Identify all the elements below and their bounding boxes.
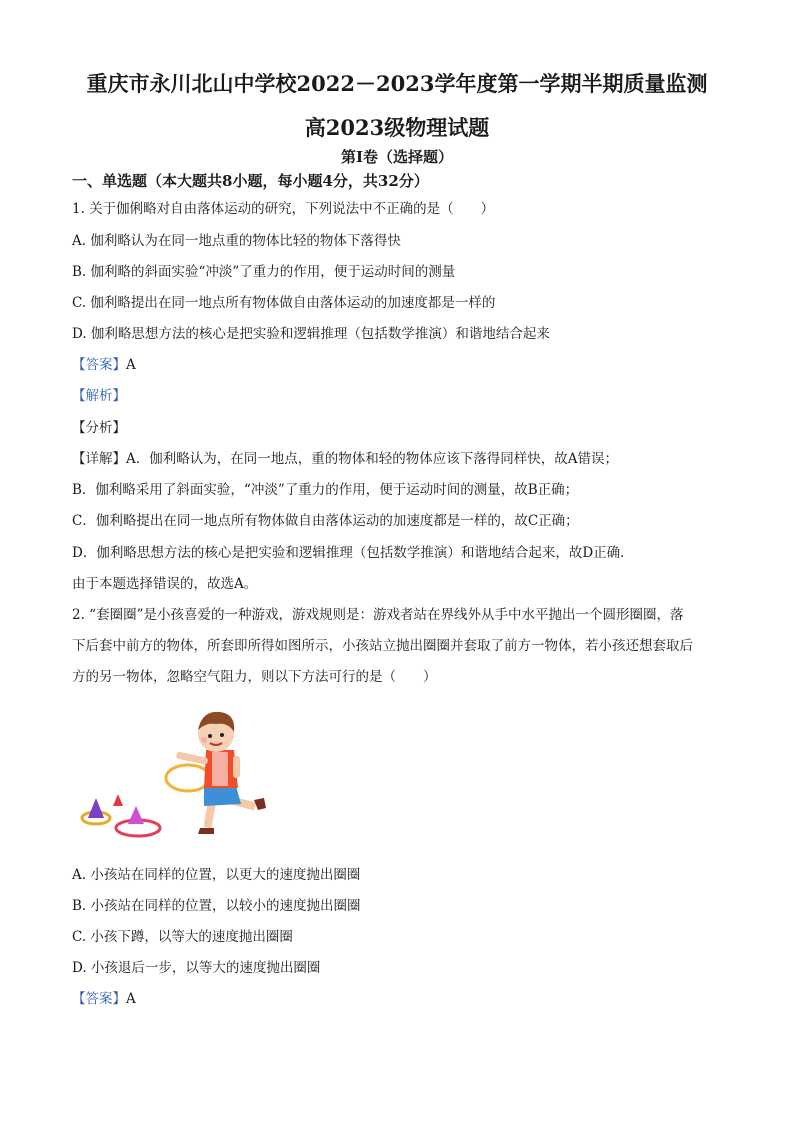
q1-answer-line bbox=[72, 356, 136, 374]
q2-stem-line-3: 方的另一物体，忽略空气阻力，则以下方法可行的是（ ） bbox=[72, 669, 437, 685]
q2-option-d: D. 小孩退后一步，以等大的速度抛出圈圈 bbox=[72, 960, 321, 976]
q1-option-a: A. 伽利略认为在同一地点重的物体比轻的物体下落得快 bbox=[72, 233, 401, 249]
q1-detail-b: B．伽利略采用了斜面实验，“冲淡”了重力的作用，便于运动时间的测量，故B正确； bbox=[72, 482, 579, 498]
q1-fenxi-tag: 【分析】 bbox=[72, 420, 126, 436]
ring-toss-svg bbox=[76, 700, 276, 840]
flying-ring bbox=[166, 765, 210, 791]
ring-toss-illustration bbox=[76, 700, 276, 840]
q2-answer-line bbox=[72, 990, 136, 1008]
q2-option-b: B. 小孩站在同样的位置，以较小的速度抛出圈圈 bbox=[72, 898, 361, 914]
q1-analysis-tag bbox=[72, 387, 126, 405]
q2-stem-line-2: 下后套中前方的物体，所套即所得如图所示，小孩站立抛出圈圈并套取了前方一物体，若小孩还想套取后 bbox=[72, 638, 693, 654]
q1-detail-a: A．伽利略认为，在同一地点，重的物体和轻的物体应该下落得同样快，故A错误； bbox=[126, 451, 618, 467]
q1-option-d: D. 伽利略思想方法的核心是把实验和逻辑推理（包括数学推演）和谐地结合起来 bbox=[72, 326, 550, 342]
exam-subtitle: 高2023级物理试题 bbox=[304, 115, 490, 140]
q1-detail-line-1 bbox=[72, 450, 618, 468]
q1-option-c: C. 伽利略提出在同一地点所有物体做自由落体运动的加速度都是一样的 bbox=[72, 295, 496, 311]
detail-tag: 【详解】 bbox=[72, 451, 126, 467]
boy-figure bbox=[176, 712, 266, 834]
answer-tag: 【答案】 bbox=[72, 991, 126, 1007]
section-heading: 一、单选题（本大题共8小题，每小题4分，共32分） bbox=[72, 172, 429, 190]
volume-heading: 第Ⅰ卷（选择题） bbox=[340, 148, 454, 166]
q1-option-b: B. 伽利略的斜面实验“冲淡”了重力的作用，便于运动时间的测量 bbox=[72, 264, 456, 280]
cone-red bbox=[113, 794, 123, 806]
q1-detail-c: C．伽利略提出在同一地点所有物体做自由落体运动的加速度都是一样的，故C正确； bbox=[72, 513, 579, 529]
q2-option-a: A. 小孩站在同样的位置，以更大的速度抛出圈圈 bbox=[72, 867, 361, 883]
q1-detail-d: D．伽利略思想方法的核心是把实验和逻辑推理（包括数学推演）和谐地结合起来，故D正确． bbox=[72, 545, 634, 561]
q2-stem-line-1: 2. “套圈圈”是小孩喜爱的一种游戏，游戏规则是：游戏者站在界线外从手中水平抛出一个圆形圈圈，落 bbox=[72, 607, 684, 623]
q1-conclusion: 由于本题选择错误的，故选A。 bbox=[72, 576, 258, 592]
analysis-tag: 【解析】 bbox=[72, 388, 126, 404]
cone-pink bbox=[128, 806, 144, 824]
exam-title: 重庆市永川北山中学校2022－2023学年度第一学期半期质量监测 bbox=[86, 71, 708, 96]
answer-tag: 【答案】 bbox=[72, 357, 126, 373]
cone-purple bbox=[88, 798, 104, 818]
q2-answer-value: A bbox=[126, 991, 136, 1007]
q1-answer-value: A bbox=[126, 357, 136, 373]
q1-stem: 1. 关于伽俐略对自由落体运动的研究，下列说法中不正确的是（ ） bbox=[72, 201, 495, 217]
q2-option-c: C. 小孩下蹲，以等大的速度抛出圈圈 bbox=[72, 929, 293, 945]
